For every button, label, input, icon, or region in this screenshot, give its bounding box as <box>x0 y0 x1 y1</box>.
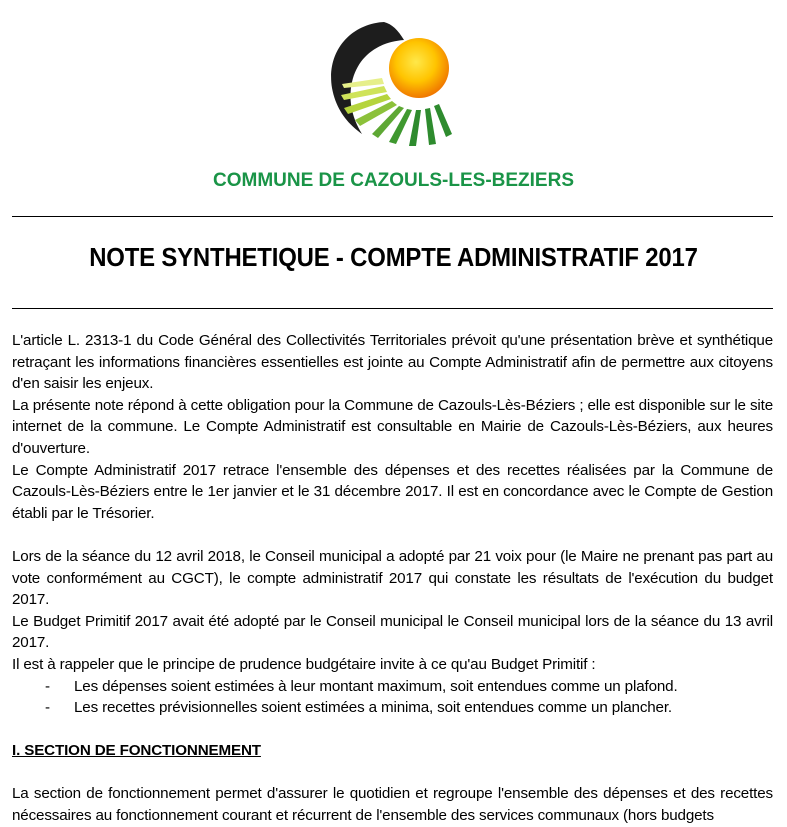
paragraph-retrace: Le Compte Administratif 2017 retrace l'ensemble des dépenses et des recettes réalisées par la Commune de Cazouls-Lès-Béziers entre le 1er janvier et le 31 décembre 2017. Il est en concordance avec le Compte de Gestion établi par le Trésorier. <box>12 461 773 522</box>
spacer <box>12 719 773 741</box>
document-title: NOTE SYNTHETIQUE - COMPTE ADMINISTRATIF 2017 <box>89 242 698 272</box>
paragraph-prudence: Il est à rappeler que le principe de prudence budgétaire invite à ce qu'au Budget Primitif : <box>12 655 596 673</box>
list-item-text: Les dépenses soient estimées à leur montant maximum, soit entendues comme un plafond. <box>74 677 678 695</box>
paragraph-intro: L'article L. 2313-1 du Code Général des Collectivités Territoriales prévoit qu'une présentation brève et synthétique retraçant les informations financières essentielles est jointe au Compte Administratif afin de permettre aux citoyens d'en saisir les enjeux. <box>12 332 773 393</box>
paragraph-obligation: La présente note répond à cette obligation pour la Commune de Cazouls-Lès-Béziers ; elle est disponible sur le site internet de la commune. Le Compte Administratif est consultable en Mairie de Cazouls-Lès-Béziers, aux heures d'ouverture. <box>12 396 773 457</box>
dash-marker: - <box>45 677 50 695</box>
spacer <box>12 762 773 784</box>
commune-logo <box>322 18 462 146</box>
logo-graphic <box>322 18 462 146</box>
commune-name: COMMUNE DE CAZOULS-LES-BEZIERS <box>213 170 574 191</box>
section-heading: I. SECTION DE FONCTIONNEMENT <box>12 742 261 760</box>
list-item-text: Les recettes prévisionnelles soient estimées a minima, soit entendues comme un plancher. <box>74 699 672 717</box>
spacer <box>12 524 773 546</box>
top-divider <box>12 216 773 217</box>
paragraph-fonctionnement: La section de fonctionnement permet d'assurer le quotidien et regroupe l'ensemble des dépenses et des recettes nécessaires au fonctionnement courant et récurrent de l'ensemble des services communaux (hors budgets <box>12 785 773 825</box>
list-item <box>12 697 773 719</box>
paragraph-seance: Lors de la séance du 12 avril 2018, le Conseil municipal a adopté par 21 voix pour (le Maire ne prenant pas part au vote conformément au CGCT), le compte administratif 2017 qui constate les résultats de l'exécution du budget 2017. <box>12 547 773 609</box>
dash-marker: - <box>45 699 50 717</box>
document-body <box>12 330 773 827</box>
paragraph-budget-primitif: Le Budget Primitif 2017 avait été adopté par le Conseil municipal le Conseil municipal lors de la séance du 13 avril 2017. <box>12 612 773 652</box>
title-divider <box>12 308 773 309</box>
logo-sun <box>389 38 449 98</box>
list-item <box>12 676 773 698</box>
